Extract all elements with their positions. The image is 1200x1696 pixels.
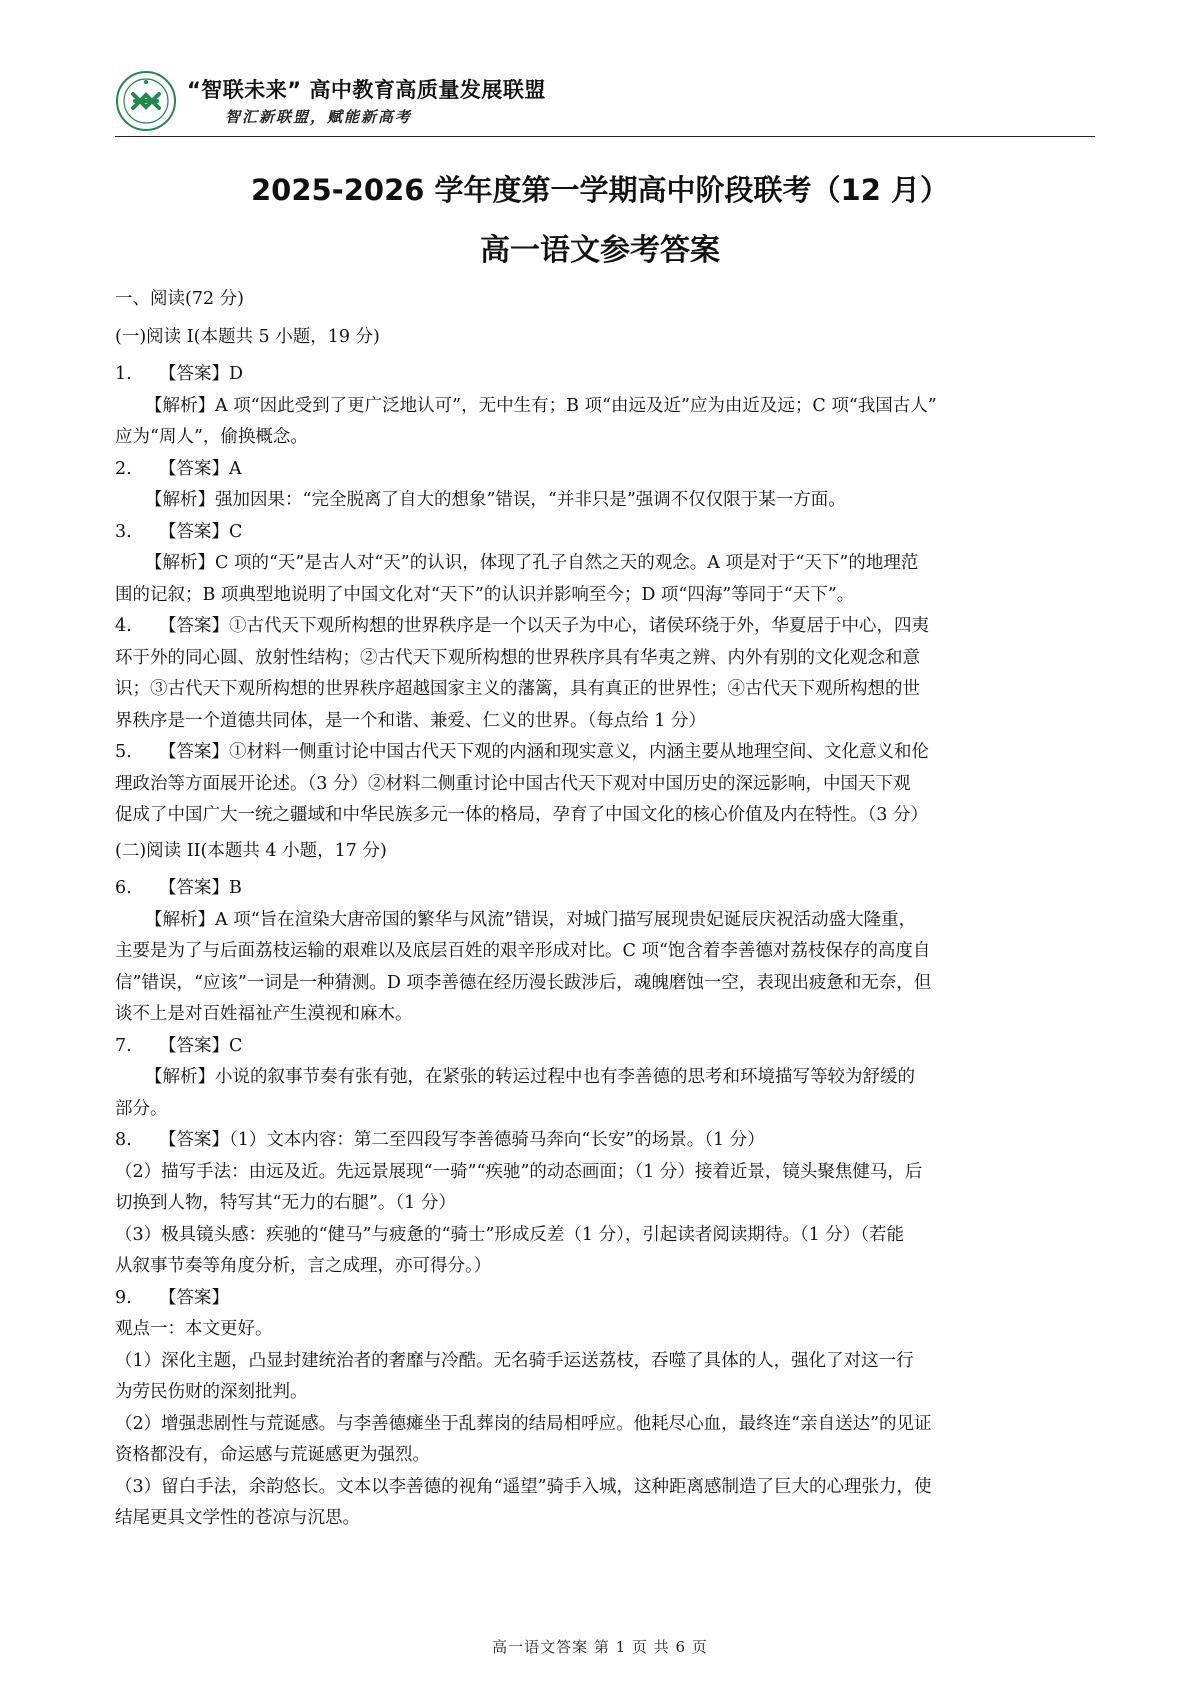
- analysis-line: 【解析】C 项的“天”是古人对“天”的认识，体现了孔子自然之天的观念。A 项是对于“天下”的地理范: [145, 553, 919, 573]
- header: [115, 68, 1095, 138]
- question-number: 4.: [115, 616, 132, 636]
- section-heading: 一、阅读(72 分): [115, 289, 244, 309]
- alliance-name: “智联未来” 高中教育高质量发展联盟: [187, 78, 546, 102]
- exam-title: 2025-2026 学年度第一学期高中阶段联考（12 月）: [250, 173, 949, 207]
- alliance-logo-icon: [115, 70, 177, 132]
- answer-line: 理政治等方面展开论述。（3 分）②材料二侧重讨论中国古代天下观对中国历史的深远影响，中国天下观: [115, 773, 911, 794]
- analysis-line: 主要是为了与后面荔枝运输的艰难以及底层百姓的艰辛形成对比。C 项“饱含着李善德对荔枝保存的高度自: [115, 941, 931, 961]
- answer-key: 【答案】C: [159, 1035, 243, 1056]
- question-number: 7.: [115, 1035, 132, 1056]
- question-6: [115, 873, 1095, 1031]
- question-number: 3.: [115, 521, 132, 542]
- subsection-heading: (二)阅读 II(本题共 4 小题，17 分): [115, 840, 387, 861]
- answer-line: （2）增强悲剧性与荒诞感。与李善德瘫坐于乱葬岗的结局相呼应。他耗尽心血，最终连“亲自送达”的见证: [115, 1413, 932, 1434]
- answer-key: 【答案】D: [159, 364, 244, 384]
- answer-content: [115, 280, 1095, 1535]
- answer-text: 【答案】①材料一侧重讨论中国古代天下观的内涵和现实意义，内涵主要从地理空间、文化意义和伦: [159, 742, 929, 762]
- answer-line: （3）留白手法，余韵悠长。文本以李善德的视角“遥望”骑手入城，这种距离感制造了巨大的心理张力，使: [115, 1476, 932, 1497]
- answer-line: （2）描写手法：由远及近。先远景展现“一骑”“疾驰”的动态画面；（1 分）接着近景，镜头聚焦健马，后: [115, 1161, 923, 1182]
- question-number: 8.: [115, 1130, 132, 1150]
- analysis-line: 部分。: [115, 1098, 168, 1119]
- answer-line: 观点一：本文更好。: [115, 1319, 273, 1339]
- subsection-heading: (一)阅读 I(本题共 5 小题，19 分): [115, 326, 380, 347]
- analysis-line: 【解析】强加因果：“完全脱离了自大的想象”错误，“并非只是”强调不仅仅限于某一方面。: [145, 490, 846, 510]
- answer-line: 环于外的同心圆、放射性结构；②古代天下观所构想的世界秩序具有华夷之辨、内外有别的文化观念和意: [115, 647, 920, 668]
- question-8: [115, 1125, 1095, 1283]
- answer-line: 结尾更具文学性的苍凉与沉思。: [115, 1508, 360, 1528]
- answer-key: 【答案】B: [159, 878, 242, 898]
- alliance-slogan: 智汇新联盟，赋能新高考: [225, 108, 413, 126]
- answer-key: 【答案】A: [159, 458, 242, 479]
- header-divider: [115, 136, 1095, 137]
- answer-line: 资格都没有，命运感与荒诞感更为强烈。: [115, 1445, 430, 1465]
- question-number: 6.: [115, 878, 132, 898]
- question-number: 2.: [115, 458, 132, 479]
- answer-line: 促成了中国广大一统之疆域和中华民族多元一体的格局，孕育了中国文化的核心价值及内在特性。（3 分）: [115, 805, 928, 825]
- answer-key: 【答案】: [159, 1287, 229, 1308]
- question-number: 1.: [115, 364, 132, 384]
- analysis-line: 【解析】小说的叙事节奏有张有弛，在紧张的转运过程中也有李善德的思考和环境描写等较为舒缓的: [145, 1067, 915, 1087]
- analysis-line: 围的记叙；B 项典型地说明了中国文化对“天下”的认识并影响至今；D 项“四海”等同于“天下”。: [115, 584, 855, 605]
- answer-line: （3）极具镜头感：疾驰的“健马”与疲惫的“骑士”形成反差（1 分），引起读者阅读期待。（1 分）（若能: [115, 1224, 905, 1245]
- answer-line: 切换到人物，特写其“无力的右腿”。（1 分）: [115, 1193, 456, 1213]
- answer-text: 【答案】（1）文本内容：第二至四段写李善德骑马奔向“长安”的场景。（1 分）: [159, 1130, 765, 1150]
- answer-line: 为劳民伤财的深刻批判。: [115, 1382, 308, 1402]
- answer-key: 【答案】C: [159, 521, 243, 542]
- answer-line: 界秩序是一个道德共同体，是一个和谐、兼爱、仁义的世界。（每点给 1 分）: [115, 710, 707, 731]
- page-footer: 高一语文答案 第 1 页 共 6 页: [492, 1638, 708, 1656]
- analysis-line: 应为“周人”，偷换概念。: [115, 427, 308, 447]
- answer-line: 识；③古代天下观所构想的世界秩序超越国家主义的藩篱，具有真正的世界性；④古代天下观所构想的世: [115, 679, 920, 699]
- answer-line: 从叙事节奏等角度分析，言之成理，亦可得分。）: [115, 1256, 492, 1276]
- analysis-line: 【解析】A 项“旨在渲染大唐帝国的繁华与风流”错误，对城门描写展现贵妃诞辰庆祝活动盛大隆重，: [145, 909, 917, 930]
- analysis-line: 谈不上是对百姓福祉产生漠视和麻木。: [115, 1004, 413, 1024]
- document-title: 高一语文参考答案: [480, 233, 720, 268]
- analysis-line: 【解析】A 项“因此受到了更广泛地认可”，无中生有；B 项“由远及近”应为由近及远；C 项“我国古人”: [145, 395, 937, 416]
- question-3: [115, 517, 1095, 612]
- analysis-line: 信”错误，“应该”一词是一种猜测。D 项李善德在经历漫长跋涉后，魂魄磨蚀一空，表现出疲惫和无奈，但: [115, 972, 932, 993]
- question-9: [115, 1283, 1095, 1535]
- question-4: [115, 611, 1095, 737]
- answer-line: （1）深化主题，凸显封建统治者的奢靡与冷酷。无名骑手运送荔枝，吞噬了具体的人，强化了对这一行: [115, 1350, 914, 1371]
- question-5: [115, 737, 1095, 832]
- question-1: [115, 359, 1095, 454]
- question-2: [115, 454, 1095, 517]
- question-number: 9.: [115, 1287, 132, 1308]
- question-number: 5.: [115, 742, 132, 762]
- answer-text: 【答案】①古代天下观所构想的世界秩序是一个以天子为中心，诸侯环绕于外，华夏居于中心，四夷: [159, 616, 929, 636]
- question-7: [115, 1031, 1095, 1126]
